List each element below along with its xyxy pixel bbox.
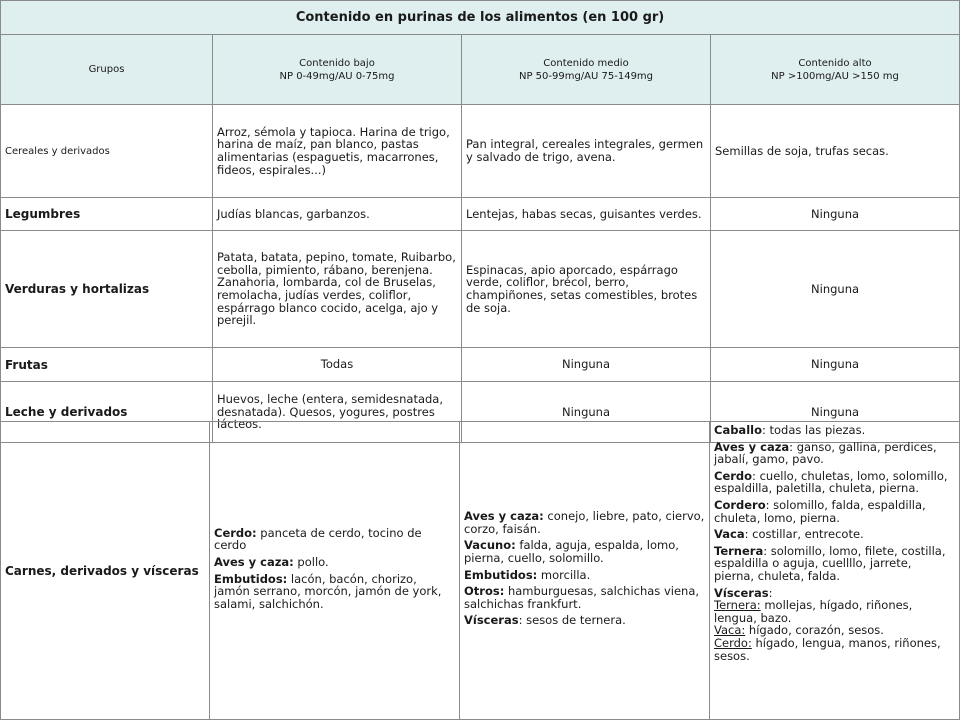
meat-low-label: Aves y caza:	[214, 554, 294, 569]
mid-cell	[460, 422, 710, 720]
mid-cell: Ninguna	[462, 382, 711, 443]
meat-low-text: pollo.	[293, 554, 329, 569]
low-cell: Judías blancas, garbanzos.	[213, 198, 462, 231]
header-mid-title: Contenido medio	[543, 57, 629, 69]
high-cell: Ninguna	[711, 198, 960, 231]
meat-high-label: Cerdo	[714, 468, 753, 483]
high-cell: Ninguna	[711, 382, 960, 443]
meat-mid-label: Otros:	[464, 584, 505, 599]
meat-high-text: : costillar, entrecote.	[744, 527, 864, 542]
meat-mid-text: hamburguesas, salchichas viena, salchichas frankfurt.	[464, 584, 700, 611]
low-cell: Arroz, sémola y tapioca. Harina de trigo, harina de maíz, pan blanco, pastas alimentarias (espaguetis, macarrones, fideos, espirales...)	[213, 105, 462, 198]
group-cell: Leche y derivados	[1, 382, 213, 443]
meat-mid-label: Aves y caza:	[464, 509, 544, 524]
visceras-sub-label: Vaca:	[714, 623, 746, 638]
meat-mid-text: morcilla.	[537, 567, 591, 582]
meat-high-label: Aves y caza	[714, 439, 790, 454]
visceras-label: Vísceras	[714, 585, 769, 600]
mid-cell: Espinacas, apio aporcado, espárrago verde, coliflor, brécol, berro, champiñones, setas comestibles, brotes de soja.	[462, 231, 711, 348]
table-row	[1, 348, 960, 382]
purine-table-meat	[0, 421, 960, 720]
meat-high-text: : cuello, chuletas, lomo, solomillo, espaldilla, paletilla, chuleta, pierna.	[714, 468, 948, 496]
header-low	[213, 35, 462, 105]
meat-mid-label: Vísceras	[464, 613, 519, 628]
meat-high-label: Ternera	[714, 543, 764, 558]
table-row	[1, 105, 960, 198]
high-cell: Ninguna	[711, 231, 960, 348]
group-cell: Carnes, derivados y vísceras	[1, 422, 210, 720]
meat-mid-label: Embutidos:	[464, 567, 538, 582]
low-cell: Patata, batata, pepino, tomate, Ruibarbo, cebolla, pimiento, rábano, berenjena. Zanahoria, lombarda, col de Bruselas, remolacha, judías verdes, coliflor, espárrago blanco cocido, acelga, ajo y perejil.	[213, 231, 462, 348]
meat-high-label: Caballo	[714, 423, 762, 437]
meat-mid-label: Vacuno:	[464, 538, 516, 553]
visceras-sub-label: Cerdo:	[714, 635, 752, 650]
meat-low-label: Embutidos:	[214, 571, 288, 586]
header-high-title: Contenido alto	[798, 57, 872, 69]
header-high	[711, 35, 960, 105]
meat-low-text: panceta de cerdo, tocino de cerdo	[214, 525, 422, 553]
header-mid	[462, 35, 711, 105]
visceras-sub-text: hígado, corazón, sesos.	[745, 623, 884, 638]
low-cell	[210, 422, 460, 720]
mid-cell: Pan integral, cereales integrales, germen y salvado de trigo, avena.	[462, 105, 711, 198]
meat-high-label: Vaca	[714, 527, 745, 542]
header-mid-sub: NP 50-99mg/AU 75-149mg	[518, 70, 654, 82]
meat-high-label: Cordero	[714, 497, 766, 512]
group-cell: Cereales y derivados	[1, 105, 213, 198]
meat-mid-text: conejo, liebre, pato, ciervo, corzo, faisán.	[464, 509, 705, 536]
table-title: Contenido en purinas de los alimentos (en 100 gr)	[1, 1, 960, 35]
low-cell: Todas	[213, 348, 462, 382]
mid-cell: Lentejas, habas secas, guisantes verdes.	[462, 198, 711, 231]
high-cell: Semillas de soja, trufas secas.	[711, 105, 960, 198]
header-low-sub: NP 0-49mg/AU 0-75mg	[279, 70, 395, 82]
visceras-sub-label: Ternera:	[714, 598, 761, 613]
meat-low-label: Cerdo:	[214, 525, 257, 540]
group-cell: Legumbres	[1, 198, 213, 231]
meat-high-text: : ganso, gallina, perdices, jabalí, gamo, pavo.	[714, 439, 937, 467]
visceras-colon: :	[768, 585, 773, 600]
table-row	[1, 231, 960, 348]
meat-mid-text: falda, aguja, espalda, lomo, pierna, cuello, solomillo.	[464, 538, 679, 565]
meat-high-text: : solomillo, lomo, filete, costilla, espaldilla o aguja, cuellllo, jarrete, pierna, chuleta, falda.	[714, 543, 946, 583]
meat-high-text: : solomillo, falda, espaldilla, chuleta, lomo, pierna.	[714, 497, 926, 525]
header-high-sub: NP >100mg/AU >150 mg	[771, 70, 899, 82]
high-cell: Ninguna	[711, 348, 960, 382]
visceras-sub-text: hígado, lengua, manos, riñones, sesos.	[714, 635, 941, 663]
table-row	[1, 198, 960, 231]
meat-low-text: lacón, bacón, chorizo, jamón serrano, morcón, jamón de york, salami, salchichón.	[214, 571, 442, 611]
table-row	[1, 422, 960, 720]
meat-high-text: : todas las piezas.	[761, 423, 866, 437]
mid-cell: Ninguna	[462, 348, 711, 382]
group-cell: Frutas	[1, 348, 213, 382]
header-low-title: Contenido bajo	[299, 57, 375, 69]
meat-mid-text: : sesos de ternera.	[518, 613, 626, 628]
high-cell	[710, 422, 960, 720]
header-row	[1, 35, 960, 105]
header-groups: Grupos	[1, 35, 213, 105]
visceras-sub-text: mollejas, hígado, riñones, lengua, bazo.	[714, 598, 913, 625]
group-cell: Verduras y hortalizas	[1, 231, 213, 348]
low-cell: Huevos, leche (entera, semidesnatada, desnatada). Quesos, yogures, postres lácteos.	[213, 382, 462, 443]
